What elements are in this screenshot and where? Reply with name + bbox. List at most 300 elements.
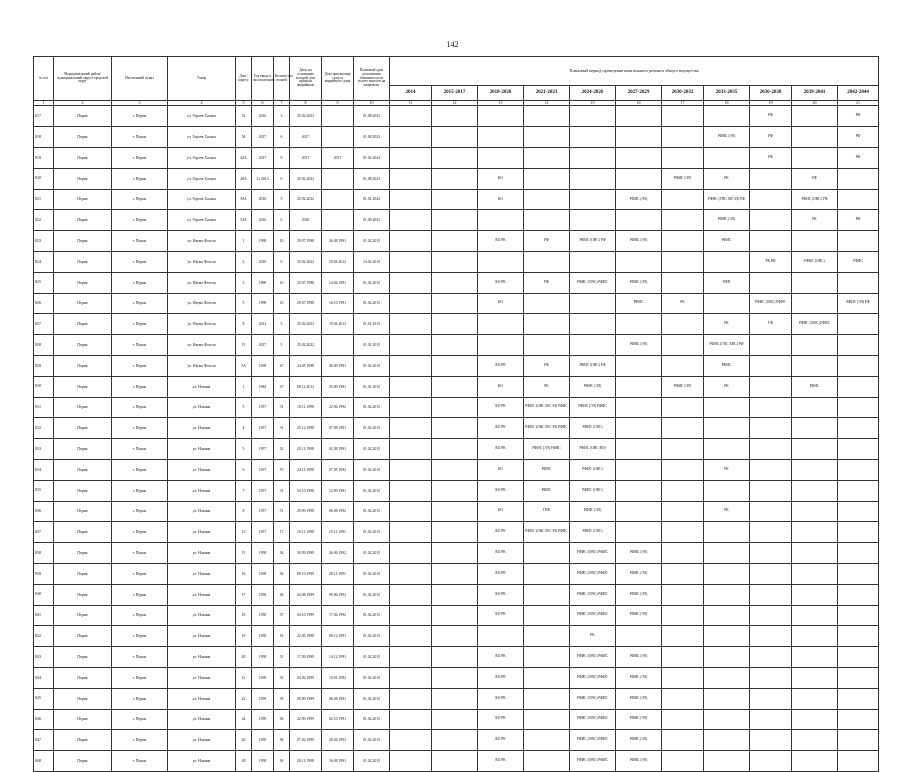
municipality-cell: Пермь: [54, 605, 112, 626]
period-work-cell: [570, 168, 616, 189]
column-number: 12: [432, 101, 478, 106]
period-work-cell: [432, 522, 478, 543]
period-work-cell: [838, 376, 879, 397]
street-cell: ул. Нокина: [168, 605, 236, 626]
period-work-cell: КО РК: [478, 563, 524, 584]
period-work-cell: [662, 543, 704, 564]
column-number: 20: [792, 101, 838, 106]
floors-cell: 34: [274, 543, 290, 564]
row-id-cell: 831: [34, 397, 54, 418]
status-date-cell: 22.06.1992: [322, 397, 354, 418]
table-row: [34, 605, 879, 626]
period-work-cell: РФИС (ОВС) РФ: [570, 355, 616, 376]
period-work-cell: [570, 293, 616, 314]
period-work-cell: КО РК: [478, 522, 524, 543]
status-date-cell: [322, 210, 354, 231]
floors-cell: 36: [274, 563, 290, 584]
period-work-cell: [570, 251, 616, 272]
built-year-cell: 1959: [252, 730, 274, 751]
period-work-cell: РФ: [838, 210, 879, 231]
settlement-cell: г. Пермь: [112, 751, 168, 772]
period-work-cell: [524, 335, 570, 356]
built-year-cell: 2016: [252, 106, 274, 127]
table-row: [34, 335, 879, 356]
street-cell: ул. Нокина: [168, 543, 236, 564]
period-work-cell: [432, 106, 478, 127]
deadline-cell: 01.02.2015: [354, 418, 390, 439]
period-work-cell: [524, 626, 570, 647]
deadline-cell: 01.02.2015: [354, 543, 390, 564]
period-work-cell: [704, 439, 750, 460]
period-work-cell: КО РК: [478, 584, 524, 605]
period-work-cell: [750, 667, 792, 688]
period-work-cell: [792, 272, 838, 293]
period-work-cell: РФ: [838, 147, 879, 168]
municipality-cell: Пермь: [54, 501, 112, 522]
period-work-cell: ГВВ: [524, 501, 570, 522]
floors-cell: 6: [274, 168, 290, 189]
column-number: 7: [274, 101, 290, 106]
municipality-cell: Пермь: [54, 127, 112, 148]
period-work-cell: [792, 355, 838, 376]
settlement-cell: г. Пермь: [112, 293, 168, 314]
period-work-cell: [750, 709, 792, 730]
period-work-cell: [478, 210, 524, 231]
house-cell: 8: [236, 314, 252, 335]
period-header: 2021-2023: [524, 86, 570, 101]
deadline-cell: 01.01.2024: [354, 189, 390, 210]
period-work-cell: [838, 439, 879, 460]
emergency-date-cell: 25.12.1998: [290, 418, 322, 439]
table-row: [34, 480, 879, 501]
period-work-cell: [432, 355, 478, 376]
street-cell: ул. Героев Хасана: [168, 210, 236, 231]
period-work-cell: [390, 605, 432, 626]
municipality-cell: Пермь: [54, 210, 112, 231]
table-row: [34, 251, 879, 272]
period-work-cell: РК: [704, 459, 750, 480]
period-work-cell: [750, 501, 792, 522]
built-year-cell: 1957: [252, 522, 274, 543]
table-row: [34, 314, 879, 335]
period-work-cell: [838, 584, 879, 605]
row-id-cell: 843: [34, 647, 54, 668]
period-work-cell: [390, 314, 432, 335]
period-work-cell: [750, 543, 792, 564]
table-row: [34, 376, 879, 397]
municipality-cell: Пермь: [54, 314, 112, 335]
column-number: 16: [616, 101, 662, 106]
period-work-cell: [432, 501, 478, 522]
emergency-date-cell: 2016: [290, 210, 322, 231]
period-work-cell: РФИС (ОВС) РФ: [570, 231, 616, 252]
period-work-cell: [792, 563, 838, 584]
period-work-cell: РФИС (ЭЛ): [616, 667, 662, 688]
table-row: [34, 189, 879, 210]
deadline-cell: 01.02.2015: [354, 667, 390, 688]
house-cell: 16: [236, 563, 252, 584]
period-work-cell: КО РК: [478, 688, 524, 709]
period-work-cell: [616, 418, 662, 439]
period-work-cell: КО РК: [478, 397, 524, 418]
period-header: 2027-2029: [616, 86, 662, 101]
house-cell: 54: [236, 127, 252, 148]
period-work-cell: РФИС (ЭЛ): [616, 584, 662, 605]
period-work-cell: [704, 293, 750, 314]
house-cell: 46А: [236, 168, 252, 189]
house-cell: 5: [236, 439, 252, 460]
settlement-cell: г. Пермь: [112, 522, 168, 543]
period-banner: Плановый период проведения капитального ремонта общего имущества: [390, 57, 879, 86]
street-cell: ул. Героев Хасана: [168, 127, 236, 148]
period-work-cell: [662, 605, 704, 626]
period-work-cell: [478, 626, 524, 647]
floors-cell: 3: [274, 106, 290, 127]
municipality-cell: Пермь: [54, 480, 112, 501]
period-work-cell: [390, 626, 432, 647]
house-cell: 54А: [236, 210, 252, 231]
emergency-date-cell: 03.10.1998: [290, 480, 322, 501]
period-work-cell: [616, 210, 662, 231]
house-cell: 50А: [236, 189, 252, 210]
period-work-cell: [390, 272, 432, 293]
street-cell: ул. Нокина: [168, 647, 236, 668]
period-work-cell: РК: [570, 626, 616, 647]
table-row: [34, 106, 879, 127]
period-work-cell: [390, 688, 432, 709]
floors-cell: 6: [274, 210, 290, 231]
period-work-cell: [616, 168, 662, 189]
period-work-cell: [662, 730, 704, 751]
deadline-cell: 01.08.2023: [354, 127, 390, 148]
period-work-cell: [838, 231, 879, 252]
period-work-cell: РФИС (ОВС) РФИС: [570, 709, 616, 730]
period-work-cell: КО РК: [478, 480, 524, 501]
period-work-cell: [390, 543, 432, 564]
period-work-cell: [792, 522, 838, 543]
street-cell: ул. Наума Фогеля: [168, 272, 236, 293]
period-work-cell: [662, 647, 704, 668]
deadline-cell: 01.08.2023: [354, 106, 390, 127]
period-header: 2018-2020: [478, 86, 524, 101]
period-work-cell: [792, 626, 838, 647]
row-id-cell: 840: [34, 584, 54, 605]
period-work-cell: [478, 127, 524, 148]
period-work-cell: [750, 376, 792, 397]
period-work-cell: [390, 231, 432, 252]
period-work-cell: [750, 584, 792, 605]
built-year-cell: 1958: [252, 355, 274, 376]
period-work-cell: [838, 459, 879, 480]
period-work-cell: РФИС (ЭЛ): [616, 605, 662, 626]
period-work-cell: КО: [478, 168, 524, 189]
period-work-cell: РФИС (ЭЛ): [616, 231, 662, 252]
built-year-cell: 1998: [252, 272, 274, 293]
house-cell: 1: [236, 376, 252, 397]
period-work-cell: РФИС (ЭЛ): [616, 647, 662, 668]
period-work-cell: [750, 730, 792, 751]
emergency-date-cell: 30.09.1999: [290, 543, 322, 564]
municipality-cell: Пермь: [54, 584, 112, 605]
period-work-cell: [432, 667, 478, 688]
period-work-cell: РФИС (ОВС ВО ЭЛ) РФИС: [524, 522, 570, 543]
period-work-cell: [792, 439, 838, 460]
floors-cell: 47: [274, 355, 290, 376]
table-row: [34, 355, 879, 376]
status-date-cell: 06.12.1991: [322, 626, 354, 647]
house-cell: 21: [236, 667, 252, 688]
deadline-cell: 01.08.2023: [354, 168, 390, 189]
table-row: [34, 459, 879, 480]
house-cell: 24: [236, 709, 252, 730]
table-row: [34, 439, 879, 460]
period-work-cell: [432, 688, 478, 709]
period-work-cell: [524, 667, 570, 688]
built-year-cell: 1959: [252, 709, 274, 730]
period-work-cell: [432, 459, 478, 480]
period-work-cell: [662, 127, 704, 148]
built-year-cell: 2017: [252, 147, 274, 168]
period-work-cell: [662, 418, 704, 439]
period-work-cell: [662, 626, 704, 647]
period-work-cell: РФИС (ЭЛ) РФ: [838, 293, 879, 314]
table-row: [34, 293, 879, 314]
period-work-cell: [616, 127, 662, 148]
street-cell: ул. Нокина: [168, 397, 236, 418]
col-header-built: Год ввода в эксплуатацию: [252, 57, 274, 101]
column-number: 13: [478, 101, 524, 106]
municipality-cell: Пермь: [54, 543, 112, 564]
emergency-date-cell: 29.09.1999: [290, 688, 322, 709]
period-work-cell: РК: [792, 210, 838, 231]
emergency-date-cell: 25.02.2022: [290, 168, 322, 189]
deadline-cell: 01.02.2015: [354, 501, 390, 522]
floors-cell: 36: [274, 709, 290, 730]
emergency-date-cell: 29.07.1998: [290, 231, 322, 252]
municipality-cell: Пермь: [54, 459, 112, 480]
period-work-cell: [838, 751, 879, 772]
period-work-cell: [390, 147, 432, 168]
period-work-cell: [750, 439, 792, 460]
street-cell: ул. Нокина: [168, 563, 236, 584]
period-work-cell: [390, 376, 432, 397]
period-work-cell: [662, 397, 704, 418]
floors-cell: 6: [274, 127, 290, 148]
period-work-cell: [792, 667, 838, 688]
row-id-cell: 824: [34, 251, 54, 272]
period-work-cell: [750, 189, 792, 210]
row-id-cell: 838: [34, 543, 54, 564]
period-work-cell: РФИС (ОВС) РФИС: [570, 584, 616, 605]
period-work-cell: [792, 751, 838, 772]
settlement-cell: г. Пермь: [112, 210, 168, 231]
street-cell: ул. Нокина: [168, 439, 236, 460]
period-work-cell: [390, 355, 432, 376]
col-header-status-date: Дата присвоения статуса аварийного дома: [322, 57, 354, 101]
status-date-cell: 26.04.1992: [322, 730, 354, 751]
period-work-cell: [524, 584, 570, 605]
period-work-cell: [792, 709, 838, 730]
deadline-cell: 01.02.2024: [354, 147, 390, 168]
built-year-cell: 1958: [252, 563, 274, 584]
street-cell: ул. Нокина: [168, 480, 236, 501]
period-work-cell: РФ: [524, 231, 570, 252]
period-work-cell: РФИС (ЭЛ): [616, 563, 662, 584]
municipality-cell: Пермь: [54, 730, 112, 751]
period-work-cell: [662, 751, 704, 772]
table-row: [34, 688, 879, 709]
col-header-emergency-date: Дата, на основании которой дом признан аварийным: [290, 57, 322, 101]
period-work-cell: [432, 251, 478, 272]
street-cell: ул. Нокина: [168, 751, 236, 772]
street-cell: ул. Нокина: [168, 688, 236, 709]
settlement-cell: г. Пермь: [112, 439, 168, 460]
period-work-cell: [838, 522, 879, 543]
built-year-cell: 11.2014: [252, 168, 274, 189]
street-cell: ул. Нокина: [168, 418, 236, 439]
column-number: 5: [236, 101, 252, 106]
table-row: [34, 730, 879, 751]
period-work-cell: [662, 688, 704, 709]
period-work-cell: РФИС (ОВС) РФИС: [570, 647, 616, 668]
period-work-cell: РФИС (ОВС) РФИС: [792, 314, 838, 335]
period-work-cell: [616, 147, 662, 168]
municipality-cell: Пермь: [54, 335, 112, 356]
period-work-cell: РФИС: [792, 376, 838, 397]
street-cell: ул. Наума Фогеля: [168, 293, 236, 314]
period-work-cell: [662, 709, 704, 730]
emergency-date-cell: 07.02.1999: [290, 730, 322, 751]
period-work-cell: [662, 439, 704, 460]
period-work-cell: [570, 127, 616, 148]
period-work-cell: [704, 751, 750, 772]
period-work-cell: РФИС: [838, 251, 879, 272]
deadline-cell: 01.02.2015: [354, 439, 390, 460]
settlement-cell: г. Пермь: [112, 667, 168, 688]
street-cell: ул. Наума Фогеля: [168, 355, 236, 376]
period-work-cell: КО РК: [478, 272, 524, 293]
period-work-cell: [792, 459, 838, 480]
period-work-cell: РК: [704, 376, 750, 397]
period-work-cell: РК: [704, 314, 750, 335]
floors-cell: 16: [274, 293, 290, 314]
house-cell: 42А: [236, 147, 252, 168]
period-work-cell: [390, 730, 432, 751]
floors-cell: 5: [274, 189, 290, 210]
column-number: 18: [704, 101, 750, 106]
row-id-cell: 834: [34, 459, 54, 480]
built-year-cell: 2017: [252, 127, 274, 148]
municipality-cell: Пермь: [54, 563, 112, 584]
built-year-cell: 1957: [252, 480, 274, 501]
emergency-date-cell: 29.07.1998: [290, 293, 322, 314]
period-work-cell: [838, 647, 879, 668]
municipality-cell: Пермь: [54, 106, 112, 127]
status-date-cell: 26.08.1991: [322, 231, 354, 252]
period-work-cell: [432, 293, 478, 314]
period-work-cell: РФ: [524, 355, 570, 376]
period-work-cell: [390, 439, 432, 460]
period-work-cell: [390, 335, 432, 356]
column-number: 14: [524, 101, 570, 106]
period-work-cell: РФИС (ОВС) РФИС: [570, 605, 616, 626]
deadline-cell: 01.09.2023: [354, 210, 390, 231]
column-number: 2: [54, 101, 112, 106]
period-work-cell: [704, 543, 750, 564]
emergency-date-cell: 25.02.2022: [290, 251, 322, 272]
status-date-cell: 06.08.1991: [322, 688, 354, 709]
period-work-cell: КО РК: [478, 667, 524, 688]
period-work-cell: [524, 647, 570, 668]
house-cell: 17: [236, 584, 252, 605]
period-work-cell: [432, 605, 478, 626]
settlement-cell: г. Пермь: [112, 543, 168, 564]
deadline-cell: 01.01.2015: [354, 314, 390, 335]
period-work-cell: РФИС (ОВС) РФИС: [570, 667, 616, 688]
table-row: [34, 147, 879, 168]
municipality-cell: Пермь: [54, 709, 112, 730]
period-work-cell: [390, 480, 432, 501]
settlement-cell: г. Пермь: [112, 605, 168, 626]
floors-cell: 31: [274, 397, 290, 418]
settlement-cell: г. Пермь: [112, 106, 168, 127]
settlement-cell: г. Пермь: [112, 584, 168, 605]
col-header-house: Дом / корпус: [236, 57, 252, 101]
period-work-cell: [750, 605, 792, 626]
period-work-cell: РФИС (ЭЛ): [662, 168, 704, 189]
street-cell: ул. Героев Хасана: [168, 189, 236, 210]
period-work-cell: [432, 314, 478, 335]
row-id-cell: 835: [34, 480, 54, 501]
status-date-cell: 15.11.1991: [322, 522, 354, 543]
period-work-cell: РФ: [750, 127, 792, 148]
settlement-cell: г. Пермь: [112, 189, 168, 210]
deadline-cell: 01.02.2015: [354, 231, 390, 252]
period-work-cell: РФИС (ОВС) РФ: [792, 189, 838, 210]
period-work-cell: [432, 709, 478, 730]
period-work-cell: РФИС (ОВС) РФИС: [570, 688, 616, 709]
row-id-cell: 845: [34, 688, 54, 709]
deadline-cell: 01.02.2015: [354, 647, 390, 668]
house-cell: 6: [236, 459, 252, 480]
period-work-cell: РФИС (ОВС) РФИС: [570, 563, 616, 584]
period-work-cell: РФИС (ЭЛ): [616, 543, 662, 564]
status-date-cell: 14.04.1991: [322, 272, 354, 293]
period-work-cell: РФИС (ЭЛ): [616, 189, 662, 210]
status-date-cell: 16.08.1991: [322, 751, 354, 772]
built-year-cell: 1959: [252, 667, 274, 688]
street-cell: ул. Наума Фогеля: [168, 335, 236, 356]
table-row: [34, 168, 879, 189]
settlement-cell: г. Пермь: [112, 626, 168, 647]
period-work-cell: [792, 418, 838, 439]
status-date-cell: 09.06.1992: [322, 584, 354, 605]
period-work-cell: КО: [478, 501, 524, 522]
row-id-cell: 841: [34, 605, 54, 626]
row-id-cell: 819: [34, 147, 54, 168]
period-work-cell: [838, 730, 879, 751]
period-work-cell: [704, 251, 750, 272]
period-work-cell: [570, 106, 616, 127]
period-work-cell: [750, 563, 792, 584]
period-work-cell: [704, 730, 750, 751]
period-work-cell: [792, 688, 838, 709]
period-work-cell: [432, 335, 478, 356]
emergency-date-cell: 25.02.2022: [290, 335, 322, 356]
house-cell: 20: [236, 647, 252, 668]
status-date-cell: 26.06.1992: [322, 543, 354, 564]
emergency-date-cell: 2017: [290, 127, 322, 148]
